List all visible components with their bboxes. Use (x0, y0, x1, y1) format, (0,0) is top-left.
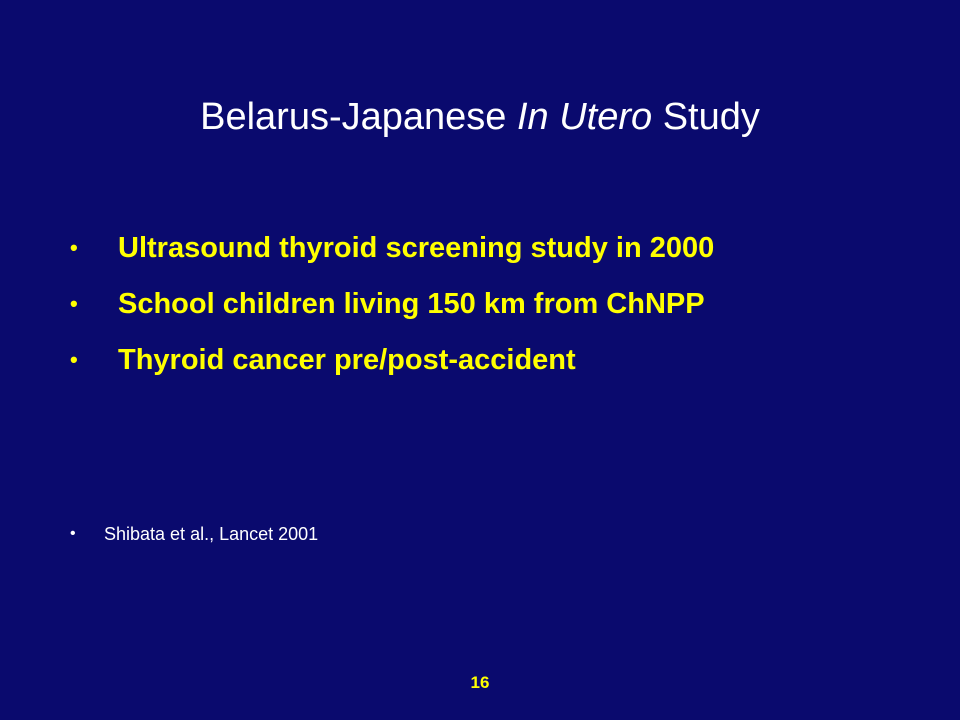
bullet-item (70, 332, 714, 388)
bullet-dot-icon: • (70, 291, 78, 316)
bullet-text: Thyroid cancer pre/post-accident (118, 344, 576, 376)
bullet-dot-icon: • (70, 347, 78, 372)
citation-text: Shibata et al., Lancet 2001 (104, 524, 319, 544)
bullet-item (70, 276, 714, 332)
page-number: 16 (470, 673, 490, 692)
slide-title-part2: Study (652, 96, 760, 139)
bullet-list (70, 220, 714, 388)
bullet-dot-icon: • (70, 525, 76, 542)
slide-title-part1: Belarus-Japanese (200, 96, 517, 139)
bullet-dot-icon: • (70, 235, 78, 260)
bullet-text: Ultrasound thyroid screening study in 2000 (118, 232, 715, 264)
bullet-item (70, 220, 714, 276)
slide-title (0, 93, 960, 141)
citation-list (70, 522, 318, 546)
slide-title-italic: In Utero (516, 96, 653, 139)
citation-item (70, 522, 318, 546)
bullet-text: School children living 150 km from ChNPP (118, 288, 705, 320)
